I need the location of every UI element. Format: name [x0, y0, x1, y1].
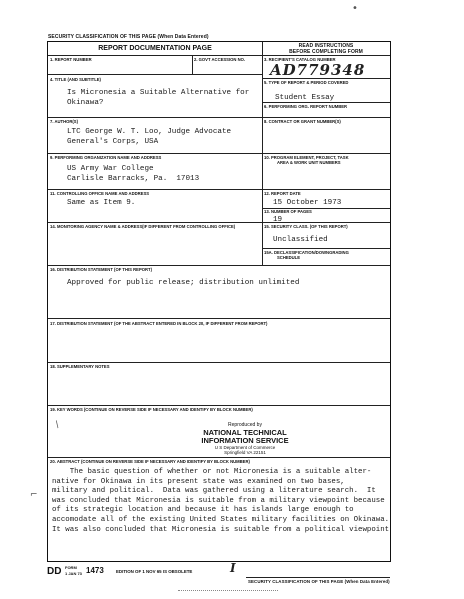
stamp-line4: U S Department of Commerce	[214, 445, 276, 450]
controlling-office-label: 11. CONTROLLING OFFICE NAME AND ADDRESS	[50, 191, 150, 196]
stamp-line1: Reproduced by	[228, 422, 262, 428]
rule	[48, 189, 390, 190]
scan-speck: •	[352, 3, 358, 14]
security-class-label: 15. SECURITY CLASS. (OF THIS REPORT)	[264, 224, 348, 229]
performing-org-value: US Army War College Carlisle Barracks, Pa. 17013	[67, 165, 200, 183]
recipient-catalog-value: AD779348	[270, 61, 366, 79]
stamp-line3: INFORMATION SERVICE	[201, 436, 289, 445]
dd-mark: DD	[47, 566, 62, 577]
handwritten-mark: I	[230, 561, 236, 575]
report-type-label: 5. TYPE OF REPORT & PERIOD COVERED	[264, 80, 349, 85]
report-number-label: 1. REPORT NUMBER	[50, 57, 92, 62]
rule	[48, 362, 390, 363]
report-type-value: Student Essay	[275, 94, 335, 102]
scan-speck: ⌐	[30, 490, 38, 500]
rule	[48, 74, 262, 75]
abstract-line: The basic question of whether or not Micronesia is a suitable alter-	[52, 468, 372, 476]
controlling-office-value: Same as Item 9.	[67, 199, 136, 207]
title-value: Is Micronesia a Suitable Alternative for Okinawa?	[67, 89, 250, 107]
stamp-line5: Springfield VA 22151	[224, 450, 266, 455]
recipient-catalog-label: 3. RECIPIENT'S CATALOG NUMBER	[264, 57, 336, 62]
abstract-line: It was also concluded that Micronesia is suitable from a political viewpoint	[52, 525, 390, 534]
report-date-label: 12. REPORT DATE	[264, 191, 301, 196]
abstract-line: of its strategic location and because it has islands large enough to	[52, 506, 354, 515]
form-top: FORM	[65, 565, 77, 570]
rule	[48, 117, 390, 118]
number-of-pages-label: 13. NUMBER OF PAGES	[264, 209, 312, 214]
performing-org-label: 9. PERFORMING ORGANIZATION NAME AND ADDRESS	[50, 155, 162, 160]
rule	[262, 78, 390, 79]
security-class-value: Unclassified	[273, 236, 328, 244]
rule	[262, 248, 390, 249]
form-date: 1 JAN 73	[65, 571, 82, 576]
supplementary-notes-label: 18. SUPPLEMENTARY NOTES	[50, 364, 110, 369]
rule	[48, 265, 390, 266]
distribution-statement-label: 16. DISTRIBUTION STATEMENT (OF THIS REPORT)	[50, 267, 152, 272]
abstract-label: 20. ABSTRACT (CONTINUE ON REVERSE SIDE IF NECESSARY AND IDENTIFY BY BLOCK NUMBER)	[50, 459, 250, 464]
abstract-line: accomodate all of the existing United States military facilities on Okinawa.	[52, 515, 390, 524]
rule	[246, 577, 390, 578]
rule	[48, 457, 390, 458]
authors-value: LTC George W. T. Loo, Judge Advocate General's Corps, USA	[67, 128, 232, 146]
rule	[48, 55, 390, 56]
security-classification-bottom: SECURITY CLASSIFICATION OF THIS PAGE (When Data Entered)	[248, 579, 390, 584]
program-element-label1: 10. PROGRAM ELEMENT, PROJECT, TASK	[264, 155, 349, 160]
rule	[48, 318, 390, 319]
abstract-line: was concluded that Micronesia is suitable from a military viewpoint because	[52, 496, 385, 505]
form-title: REPORT DOCUMENTATION PAGE	[98, 45, 212, 52]
edition-note: EDITION OF 1 NOV 65 IS OBSOLETE	[116, 569, 193, 574]
authors-label: 7. AUTHOR(S)	[50, 119, 78, 124]
ntis-stamp	[190, 422, 300, 455]
program-element-label2: AREA & WORK UNIT NUMBERS	[277, 160, 341, 165]
title-label: 4. TITLE (AND SUBTITLE)	[50, 77, 101, 82]
rule	[48, 153, 390, 154]
rule	[48, 405, 390, 406]
rule	[192, 56, 193, 74]
govt-accession-label: 2. GOVT ACCESSION NO.	[194, 57, 246, 62]
contract-grant-label: 8. CONTRACT OR GRANT NUMBER(S)	[264, 119, 341, 124]
number-of-pages-value: 19	[273, 216, 283, 224]
performing-org-report-label: 6. PERFORMING ORG. REPORT NUMBER	[264, 104, 348, 109]
distribution-abstract-label: 17. DISTRIBUTION STATEMENT (OF THE ABSTRACT ENTERED IN BLOCK 20, IF DIFFERENT FROM REPORT)	[50, 321, 268, 326]
report-date-value: 15 October 1973	[273, 199, 342, 207]
security-classification-top: SECURITY CLASSIFICATION OF THIS PAGE (When Data Entered)	[48, 34, 209, 40]
instructions-line2: BEFORE COMPLETING FORM	[289, 49, 363, 55]
declassification-label1: 15A. DECLASSIFICATION/DOWNGRADING	[264, 250, 349, 255]
form-number: 1473	[86, 566, 104, 575]
instructions-line1: READ INSTRUCTIONS	[298, 43, 354, 49]
rule	[262, 102, 390, 103]
abstract-line: native for Okinawa in its present state was examined on two bases,	[52, 477, 345, 486]
abstract-text	[52, 468, 389, 535]
scan-speck: /	[53, 419, 62, 431]
scan-bleed	[178, 584, 278, 591]
monitoring-agency-label: 14. MONITORING AGENCY NAME & ADDRESS(IF DIFFERENT FROM CONTROLLING OFFICE)	[50, 224, 236, 229]
declassification-label2: SCHEDULE	[277, 255, 301, 260]
rule	[48, 222, 390, 223]
stamp-line2: NATIONAL TECHNICAL	[203, 428, 287, 437]
distribution-statement-value: Approved for public release; distribution unlimited	[67, 279, 300, 287]
abstract-line: military and political. Data was gathered using a literature search. It	[52, 487, 376, 496]
key-words-label: 19. KEY WORDS (CONTINUE ON REVERSE SIDE IF NECESSARY AND IDENTIFY BY BLOCK NUMBER)	[50, 407, 253, 412]
